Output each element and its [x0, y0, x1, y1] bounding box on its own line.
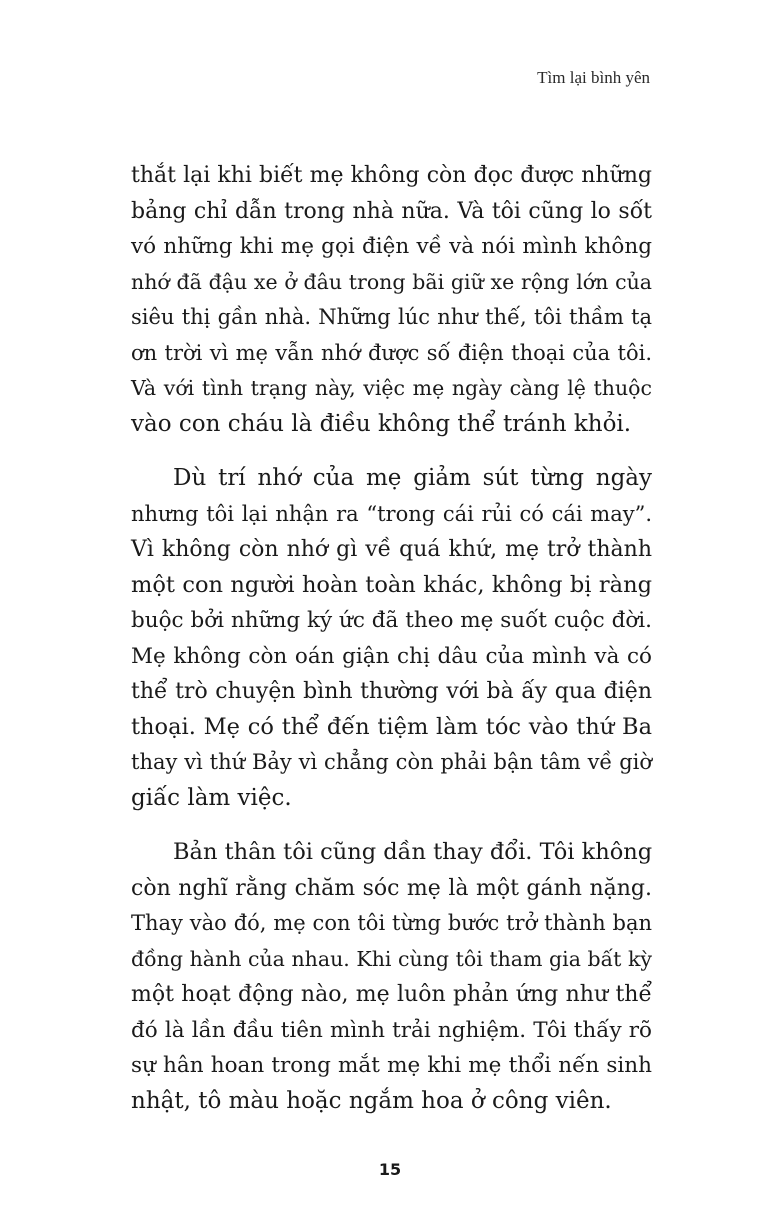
text-line: bảng chỉ dẫn trong nhà nữa. Và tôi cũng lo sốt: [131, 198, 652, 224]
text-line: Và với tình trạng này, việc mẹ ngày càng lệ thuộc: [131, 376, 652, 400]
text-line: buộc bởi những ký ức đã theo mẹ suốt cuộc đời.: [131, 608, 652, 633]
text-line: Mẹ không còn oán giận chị dâu của mình và có: [131, 643, 652, 669]
text-line: Bản thân tôi cũng dần thay đổi. Tôi không: [173, 839, 653, 865]
text-line: Thay vào đó, mẹ con tôi từng bước trở thành bạn: [131, 911, 652, 935]
text-line: còn nghĩ rằng chăm sóc mẹ là một gánh nặng.: [131, 875, 652, 901]
text-line: đồng hành của nhau. Khi cùng tôi tham gia bất kỳ: [131, 946, 652, 971]
text-line: nhật, tô màu hoặc ngắm hoa ở công viên.: [131, 1087, 612, 1114]
paragraph: [131, 835, 652, 1119]
text-line: siêu thị gần nhà. Những lúc như thế, tôi thầm tạ: [131, 305, 652, 329]
text-line: vó những khi mẹ gọi điện về và nói mình không: [131, 234, 652, 259]
text-line: Vì không còn nhớ gì về quá khứ, mẹ trở thành: [131, 537, 652, 562]
text-line: thoại. Mẹ có thể đến tiệm làm tóc vào thứ Ba: [131, 713, 652, 740]
text-line: nhớ đã đậu xe ở đâu trong bãi giữ xe rộng lớn của: [131, 269, 652, 294]
text-line: một con người hoàn toàn khác, không bị ràng: [131, 571, 652, 598]
text-line: sự hân hoan trong mắt mẹ khi mẹ thổi nến sinh: [131, 1053, 652, 1078]
paragraph: [131, 461, 652, 816]
text-line: vào con cháu là điều không thể tránh khỏi.: [131, 410, 632, 437]
text-line: thể trò chuyện bình thường với bà ấy qua điện: [131, 679, 652, 704]
paragraph-gap: [131, 442, 652, 461]
paragraph-gap: [131, 816, 652, 835]
text-line: thắt lại khi biết mẹ không còn đọc được những: [131, 163, 652, 188]
text-line: một hoạt động nào, mẹ luôn phản ứng như thể: [131, 982, 652, 1007]
body-text: [131, 158, 652, 1119]
text-line: thay vì thứ Bảy vì chẳng còn phải bận tâm về giờ: [131, 750, 652, 774]
text-line: Dù trí nhớ của mẹ giảm sút từng ngày: [173, 465, 652, 491]
text-line: nhưng tôi lại nhận ra “trong cái rủi có cái may”.: [131, 501, 652, 526]
text-line: giấc làm việc.: [131, 784, 292, 811]
page-number: 15: [378, 1160, 402, 1179]
text-line: ơn trời vì mẹ vẫn nhớ được số điện thoại của tôi.: [131, 340, 652, 365]
running-header: Tìm lại bình yên: [537, 68, 650, 87]
paragraph: [131, 158, 652, 442]
text-line: đó là lần đầu tiên mình trải nghiệm. Tôi thấy rõ: [131, 1017, 652, 1043]
